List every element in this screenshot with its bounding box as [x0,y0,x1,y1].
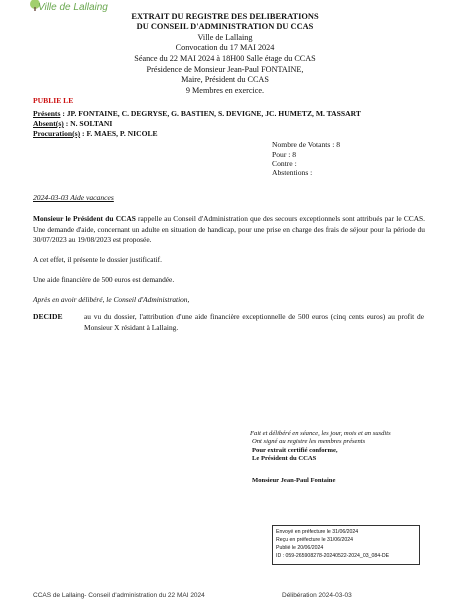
header-maire: Maire, Président du CCAS [181,75,269,84]
stamp-recu: Reçu en préfecture le 31/06/2024 [276,537,354,543]
stamp-publie: Publié le 20/06/2024 [276,545,324,551]
procuration-label: Procuration(s) [33,129,81,138]
logo-text: Ville de Lallaing [38,2,108,13]
footer-left: CCAS de Lallaing- Conseil d'administration du 22 MAI 2024 [33,592,205,599]
header-seance: Séance du 22 MAI 2024 à 18H00 Salle étage du CCAS [134,54,316,63]
absents-names: : N. SOLTANI [65,119,113,128]
signature-name: Monsieur Jean-Paul Fontaine [252,477,336,484]
prefecture-stamp [272,525,420,565]
absents-label: Absent(s) [33,119,64,128]
header-title-2: DU CONSEIL D'ADMINISTRATION DU CCAS [136,22,314,31]
procuration-line [33,129,158,139]
presents-line [33,109,361,119]
absents-line [33,119,112,129]
paragraph-rappel [33,214,425,246]
votes-abstentions: Abstentions : [272,168,313,177]
presents-names: : JP. FONTAINE, C. DEGRYSE, G. BASTIEN, S. DEVIGNE, JC. HUMETZ, M. TASSART [62,109,361,118]
header-ville: Ville de Lallaing [197,33,253,42]
paragraph-aide: Une aide financière de 500 euros est demandée. [33,275,175,284]
votes-pour: Pour : 8 [272,150,297,159]
header-convocation: Convocation du 17 MAI 2024 [175,43,275,52]
header-membres: 9 Membres en exercice. [185,86,265,95]
decide-text: au vu du dossier, l'attribution d'une aide financière exceptionnelle de 500 euros (cinq cents euros) au profit de Monsieur X résidant à Lallaing. [84,312,424,332]
rappel-text: rappelle au Conseil d'Administration que des secours exceptionnels sont attribués par le CCAS. Une demande d'aide, concernant un adulte en situation de handicap, pour une prise en charge des frais de séjour pour la période du 30/07/2023 au 19/08/2023 est proposée. [33,214,425,244]
signature-ont-signe: Ont signé au registre les membres présents [252,438,366,445]
procuration-names: : F. MAES, P. NICOLE [82,129,158,138]
header-title-1: EXTRAIT DU REGISTRE DES DELIBERATIONS [131,12,319,21]
signature-fait: Fait et délibéré en séance, les jour, mois et an susdits [250,430,391,437]
deliberation-reference: 2024-03-03 Aide vacances [33,193,114,202]
signature-pour-extrait: Pour extrait certifié conforme, [252,447,338,454]
paragraph-dossier: A cet effet, il présente le dossier justificatif. [33,255,162,264]
president-label: Monsieur le Président du CCAS [33,214,136,223]
stamp-id: ID : 059-265908278-20240522-2024_03_084-DE [276,553,390,559]
presents-label: Présents [33,109,61,118]
paragraph-deliberation: Après en avoir délibéré, le Conseil d'Administration, [33,295,190,304]
header-presidence: Présidence de Monsieur Jean-Paul FONTAINE, [146,65,304,74]
footer-right: Délibération 2024-03-03 [282,592,352,599]
signature-president: Le Président du CCAS [252,455,317,462]
votes-contre: Contre : [272,159,297,168]
publie-label: PUBLIE LE [33,96,74,105]
votes-votants: Nombre de Votants : 8 [272,140,341,149]
stamp-envoye: Envoyé en préfecture le 31/06/2024 [276,529,359,535]
decide-label: DECIDE [33,312,63,321]
